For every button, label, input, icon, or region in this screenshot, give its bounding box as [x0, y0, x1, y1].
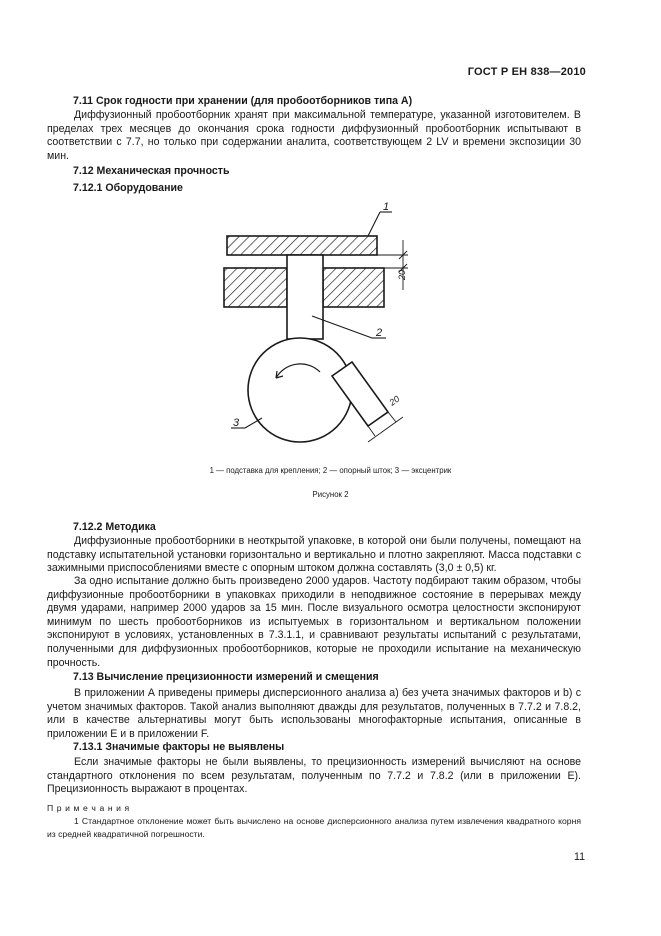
figure-legend: 1 — подставка для крепления; 2 — опорный шток; 3 — эксцентрик — [209, 466, 452, 475]
notes-title: П р и м е ч а н и я — [47, 803, 130, 813]
section-7-12-1-heading: 7.12.1 Оборудование — [73, 182, 183, 194]
callout-1: 1 — [383, 201, 390, 213]
dimension-label-vertical: 20 — [397, 269, 407, 280]
mounting-plate — [227, 236, 377, 255]
section-7-12-heading: 7.12 Механическая прочность — [73, 165, 230, 177]
guide-block-left — [224, 268, 287, 307]
section-7-13-text: В приложении А приведены примеры дисперсионного анализа а) без учета значимых факторов и b) с учетом значимых факторов. Такой анализ выполняют дважды для результатов, полученных в 7.7.2 и 7.8.2, или в качестве альтернативы могут быть использованы многофакторные испытания, описанные в приложении Е и в приложении F. — [47, 687, 581, 740]
callout-3: 3 — [233, 417, 240, 429]
page-number: 11 — [574, 851, 585, 863]
callout-2: 2 — [376, 327, 383, 339]
note-1: 1 Стандартное отклонение может быть вычислено на основе дисперсионного анализа путем извлечения квадратного корня из средней квадратичной погрешности. — [47, 816, 581, 840]
figure-caption: Рисунок 2 — [312, 490, 349, 499]
document-id: ГОСТ Р ЕН 838—2010 — [467, 66, 586, 78]
leader-1 — [368, 212, 380, 236]
section-7-12-2-text-1: Диффузионные пробоотборники в неоткрытой упаковке, в которой они были получены, помещают на подставку испытательной установки горизонтально и вертикально и плотно закрепляют. Масса подставки с зажимными приспособлениями вместе с опорным штоком должна составлять (3,0 ± 0,5) кг. — [47, 535, 581, 575]
guide-block-right — [323, 268, 384, 307]
section-7-11-heading: 7.11 Срок годности при хранении (для пробоотборников типа А) — [73, 95, 413, 107]
section-7-12-2-text-2: За одно испытание должно быть произведено 2000 ударов. Частоту подбирают таким образом, чтобы диффузионные пробоотборники в упаковках приходили в неподвижное состояние в перерывах между двумя ударами, например 2000 ударов за 15 мин. После визуального осмотра целостности экспонируют минимум по шесть пробоотборников из испытуемых в горизонтальном и вертикальном положении экспонируют в условиях, установленных в 7.3.1.1, и сравнивают результаты испытаний с результатами, полученными для диффузионных пробоотборников, которые не проходили испытание на механическую прочность. — [47, 575, 581, 669]
section-7-11-text: Диффузионный пробоотборник хранят при максимальной температуре, указанной изготовителем. В пределах трех месяцев до окончания срока годности диффузионный пробоотборник испытывают в соответствии с 7.7, но только при содержании аналита, соответствующем 2 LV и времени экспозиции 30 мин. — [47, 109, 581, 162]
eccentric-disk — [248, 338, 352, 442]
support-rod — [287, 255, 323, 339]
section-7-12-2-heading: 7.12.2 Методика — [73, 521, 156, 533]
section-7-13-heading: 7.13 Вычисление прецизионности измерений и смещения — [73, 671, 379, 683]
section-7-13-1-heading: 7.13.1 Значимые факторы не выявлены — [73, 741, 285, 753]
section-7-13-1-text: Если значимые факторы не были выявлены, то прецизионность измерений вычисляют на основе стандартного отклонения по всем результатам, полученным по 7.7.2 и 7.8.2 (или в приложении Е). Прецизионность выражают в процентах. — [47, 756, 581, 796]
dimension-label-inclined: 20 — [387, 393, 402, 408]
